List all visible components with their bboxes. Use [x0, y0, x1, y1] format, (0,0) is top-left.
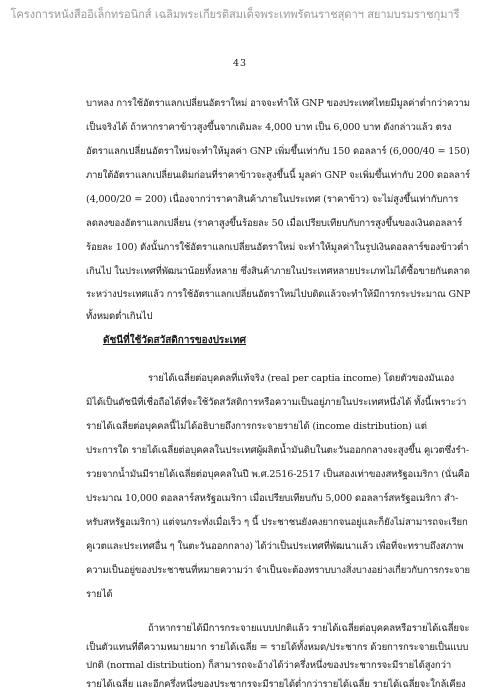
paragraph-line: ภายใต้อัตราแลกเปลี่ยนเดิมก่อนที่ราคาข้าวจะสูงขึ้นนี้ มูลค่า GNP จะเพิ่มขึ้นเท่ากับ 200 ดอลลาร์: [86, 170, 470, 181]
paragraph-line: ระหว่างประเทศแล้ว การใช้อัตราแลกเปลี่ยนอัตราใหม่ไปบดิดแล้วจะทำให้มีการกระประมาณ GNP: [86, 289, 471, 300]
page-number: 43: [232, 58, 248, 69]
paragraph-line: ประมาณ 10,000 ดอลลาร์สหรัฐอเมริกา เมื่อเปรียบเทียบกับ 5,000 ดอลลาร์สหรัฐอเมริกา สำ-: [86, 493, 459, 504]
paragraph-line: รายได้เฉลี่ยต่อบุคคลที่แท้จริง (real per captia income) โดยตัวของมันเอง: [148, 373, 455, 384]
paragraph-line: มิได้เป็นดัชนีที่เชื่อถือได้ที่จะใช้วัดสวัสดิการหรือความเป็นอยู่ภายในประเทศหนึ่งได้ ทั้งนี้เพราะว่า: [86, 397, 467, 408]
paragraph-line: ปกติ (normal distribution) ก็สามารถจะอ้างได้ว่าครึ่งหนึ่งของประชากรจะมีรายได้สูงกว่า: [86, 660, 452, 672]
paragraph-line: ลดลงของอัตราแลกเปลี่ยน (ราคาสูงขึ้นร้อยละ 50 เมื่อเปรียบเทียบกับการสูงขึ้นของเงินดอลลาร์: [86, 218, 463, 229]
paragraph-line: อัตราแลกเปลี่ยนอัตราใหม่จะทำให้มูลค่า GNP เพิ่มขึ้นเท่ากับ 150 ดอลลาร์ (6,000/40 = 150): [86, 146, 470, 157]
paragraph-line: ทั้งหมดต่ำเกินไป: [86, 311, 153, 322]
paragraph-line: รวยจากน้ำมันมีรายได้เฉลี่ยต่อบุคคลในปี พ.ศ.2516-2517 เป็นสองเท่าของสหรัฐอเมริกา (นั่นคือ: [86, 469, 470, 480]
document-header: โครงการหนังสืออิเล็กทรอนิกส์ เฉลิมพระเกียรติสมเด็จพระเทพรัตนราชสุดาฯ สยามบรมราชกุมารี: [10, 7, 460, 21]
paragraph-line: คูเวตและประเทศอื่น ๆ ในตะวันออกกลาง) ได้ว่าเป็นประเทศที่พัฒนาแล้ว เพื่อที่จะทราบถึงสภาพ: [86, 541, 464, 552]
paragraph-line: เกินไป ในประเทศที่พัฒนาน้อยทั้งหลาย ซึ่งสินค้าภายในประเทศหลายประเภทไม่ได้ซื้อขายกันตลาด: [86, 266, 470, 277]
paragraph-line: เป็นตัวแทนที่ดีความหมายมาก รายได้เฉลี่ย = รายได้ทั้งหมด/ประชากร ด้วยการกระจายเป็นแบบ: [86, 641, 469, 653]
paragraph-line: ประการใด รายได้เฉลี่ยต่อบุคคลในประเทศผู้ผลิตน้ำมันดิบในตะวันออกกลางจะสูงขึ้น คูเวตซึ่งรำ-: [86, 445, 469, 456]
paragraph-line: รายได้เฉลี่ย และอีกครึ่งหนึ่งของประชากรจะมีรายได้ต่ำกว่ารายได้เฉลี่ย รายได้เฉลี่ยจะใกล้เคียง: [86, 679, 466, 690]
paragraph-line: ความเป็นอยู่ของประชาชนที่หมายความว่า จำเป็นจะต้องทราบบางสิ่งบางอย่างเกี่ยวกับการกระจาย: [86, 565, 470, 576]
paragraph-line: รายได้: [86, 589, 113, 600]
paragraph-line: ถ้าหากรายได้มีการกระจายแบบปกติแล้ว รายได้เฉลี่ยต่อบุคคลหรือรายได้เฉลี่ยจะ: [148, 622, 470, 634]
paragraph-line: เป็นจริงได้ ถ้าหากราคาข้าวสูงขึ้นจากเดิมละ 4,000 บาท เป็น 6,000 บาท ดังกล่าวแล้ว ตรง: [86, 122, 452, 133]
paragraph-line: หรับสหรัฐอเมริกา) แต่จนกระทั่งเมื่อเร็ว ๆ นี้ ประชาชนยังคงยากจนอยู่และก็ยังไม่สามารถจะเรียก: [86, 517, 468, 528]
paragraph-line: (4,000/20 = 200) เนื่องจากว่าราคาสินค้าภายในประเทศ (ราคาข้าว) จะไม่สูงขึ้นเท่ากับการ: [86, 194, 459, 205]
paragraph-line: ร้อยละ 100) ดังนั้นการใช้อัตราแลกเปลี่ยนอัตราใหม่ จะทำให้มูลค่าในรูปเงินดอลลาร์ของข้าวต่ำ: [86, 242, 469, 253]
paragraph-line: บาหลง การใช้อัตราแลกเปลี่ยนอัตราใหม่ อาจจะทำให้ GNP ของประเทศไทยมีมูลค่าต่ำกว่าความ: [86, 98, 470, 109]
section-heading: ดัชนีที่ใช้วัดสวัสดิการของประเทศ: [103, 335, 247, 346]
paragraph-line: รายได้เฉลี่ยต่อบุคคลนี้ไม่ได้อธิบายถึงการกระจายรายได้ (income distribution) แต่: [86, 421, 427, 432]
